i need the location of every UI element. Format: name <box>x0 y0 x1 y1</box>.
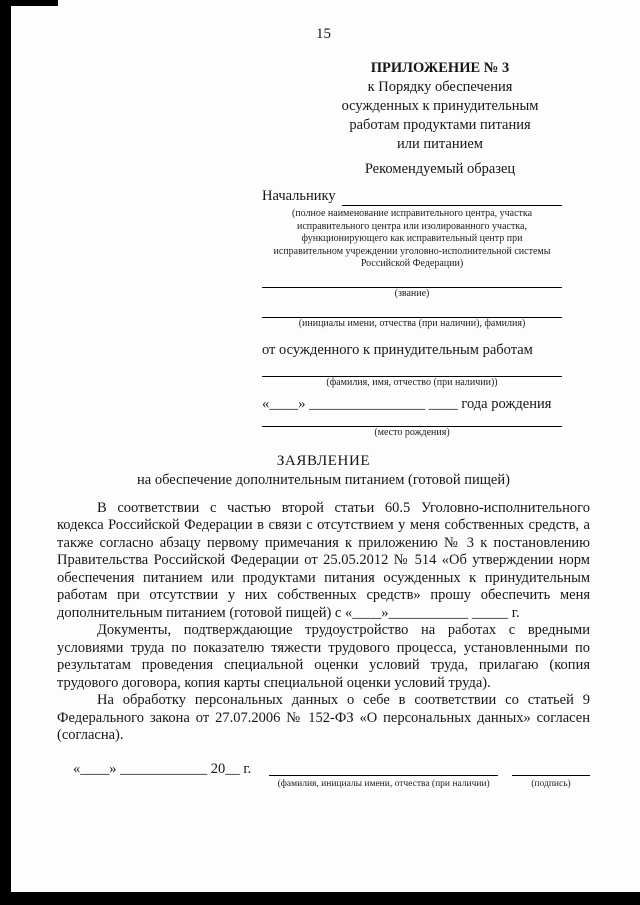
chief-name-note: (инициалы имени, отчества (при наличии), фамилия) <box>298 318 526 329</box>
appendix-title: ПРИЛОЖЕНИЕ № 3 <box>370 60 510 76</box>
birthplace-note: (место рождения) <box>374 427 450 438</box>
birth-date-line: «____» ________________ ____ года рождения <box>262 396 552 412</box>
rank-note: (звание) <box>394 287 430 299</box>
document-body <box>57 500 590 745</box>
appendix-line-4: или питанием <box>397 136 483 152</box>
paragraph-1: В соответствии с частью второй статьи 60.5 Уголовно-исполнительного кодекса Российской Федерации в связи с отсутствием у меня собственных средств, а также согласно абзацу первому примечания к приложению № 3 к постановлению Правительства Российской Федерации от 25.05.2012 № 514 «Об утверждении норм обеспечения питанием или продуктами питания осужденных к принудительным работам при отсутствии у них собственных средств» прошу обеспечить меня дополнительным питанием (готовой пищей) с «____»___________ _____ г. <box>57 499 590 621</box>
signature-row <box>57 761 590 791</box>
appendix-line-3: работам продуктами питания <box>349 117 531 133</box>
signature-fio-note: (фамилия, инициалы имени, отчества (при наличии) <box>277 778 490 789</box>
paragraph-2: Документы, подтверждающие трудоустройство на работах с вредными условиями труда по показателю тяжести трудового процесса, установленными по результатам проведения специальной оценки условий труда, прилагаю (копия трудового договора, копия карты специальной оценки условий труда). <box>57 622 590 691</box>
fill-line-signature-fio <box>269 761 498 776</box>
fill-line-signature <box>512 761 590 776</box>
page-number: 15 <box>316 26 331 42</box>
document-title: ЗАЯВЛЕНИЕ <box>276 452 371 469</box>
appendix-line-2: осужденных к принудительным <box>341 98 539 114</box>
organization-note: (полное наименование исправительного центра, участка исправительного центра или изолированного участка, функционирующего как исправительный центр при исправительном учреждении уголовно-исполнительной системы Российской Федерации) <box>273 208 551 269</box>
signature-date-line: «____» ____________ 20__ г. <box>73 760 252 777</box>
document-subtitle: на обеспечение дополнительным питанием (готовой пищей) <box>137 471 510 488</box>
signature-sign-block <box>512 761 590 791</box>
from-label: от осужденного к принудительным работам <box>262 341 533 358</box>
applicant-name-note: (фамилия, имя, отчество (при наличии)) <box>326 376 498 388</box>
addressee-block <box>262 187 562 440</box>
signature-sign-note: (подпись) <box>531 778 571 789</box>
paragraph-3: На обработку персональных данных о себе в соответствии со статьей 9 Федерального закона от 27.07.2006 № 152-ФЗ «О персональных данных» согласен (согласна). <box>57 692 590 743</box>
appendix-line-1: к Порядку обеспечения <box>367 79 513 95</box>
addressee-to-row <box>262 187 562 206</box>
fill-line-organization <box>342 189 562 206</box>
appendix-header <box>290 59 590 179</box>
addressee-to-label: Начальнику <box>262 188 336 204</box>
signature-fio-block <box>269 761 498 791</box>
sample-label: Рекомендуемый образец <box>364 161 516 177</box>
